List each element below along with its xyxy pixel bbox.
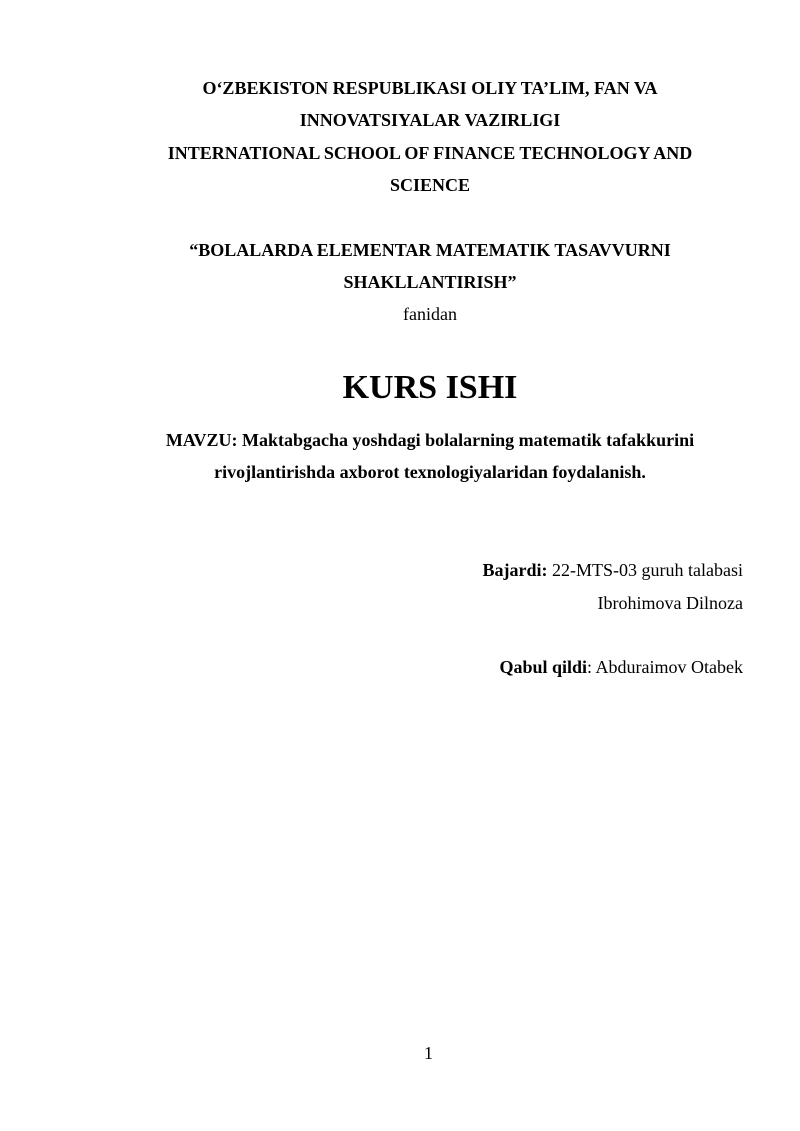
school-line-1: INTERNATIONAL SCHOOL OF FINANCE TECHNOLOGY AND xyxy=(167,143,693,163)
school-line-2: SCIENCE xyxy=(389,175,471,195)
topic-line-1: MAVZU: Maktabgacha yoshdagi bolalarning matematik tafakkurini xyxy=(165,430,695,450)
ministry-line-2: INNOVATSIYALAR VAZIRLIGI xyxy=(299,110,561,130)
reviewer-line xyxy=(499,655,743,679)
reviewer-value: : Abduraimov Otabek xyxy=(587,657,743,677)
subject-suffix: fanidan xyxy=(403,304,457,324)
author-label: Bajardi: xyxy=(482,560,548,580)
reviewer-label: Qabul qildi xyxy=(499,657,588,677)
author-group: 22-MTS-03 guruh talabasi xyxy=(547,560,743,580)
ministry-line-1: O‘ZBEKISTON RESPUBLIKASI OLIY TA’LIM, FAN VA xyxy=(202,78,658,98)
author-line xyxy=(483,558,743,582)
page-number: 1 xyxy=(424,1043,433,1063)
topic-line-2: rivojlantirishda axborot texnologiyalaridan foydalanish. xyxy=(214,462,646,482)
document-title: KURS ISHI xyxy=(342,369,518,406)
subject-line-2: SHAKLLANTIRISH” xyxy=(343,272,517,292)
subject-line-1: “BOLALARDA ELEMENTAR MATEMATIK TASAVVURNI xyxy=(189,240,671,260)
author-name: Ibrohimova Dilnoza xyxy=(597,593,743,613)
